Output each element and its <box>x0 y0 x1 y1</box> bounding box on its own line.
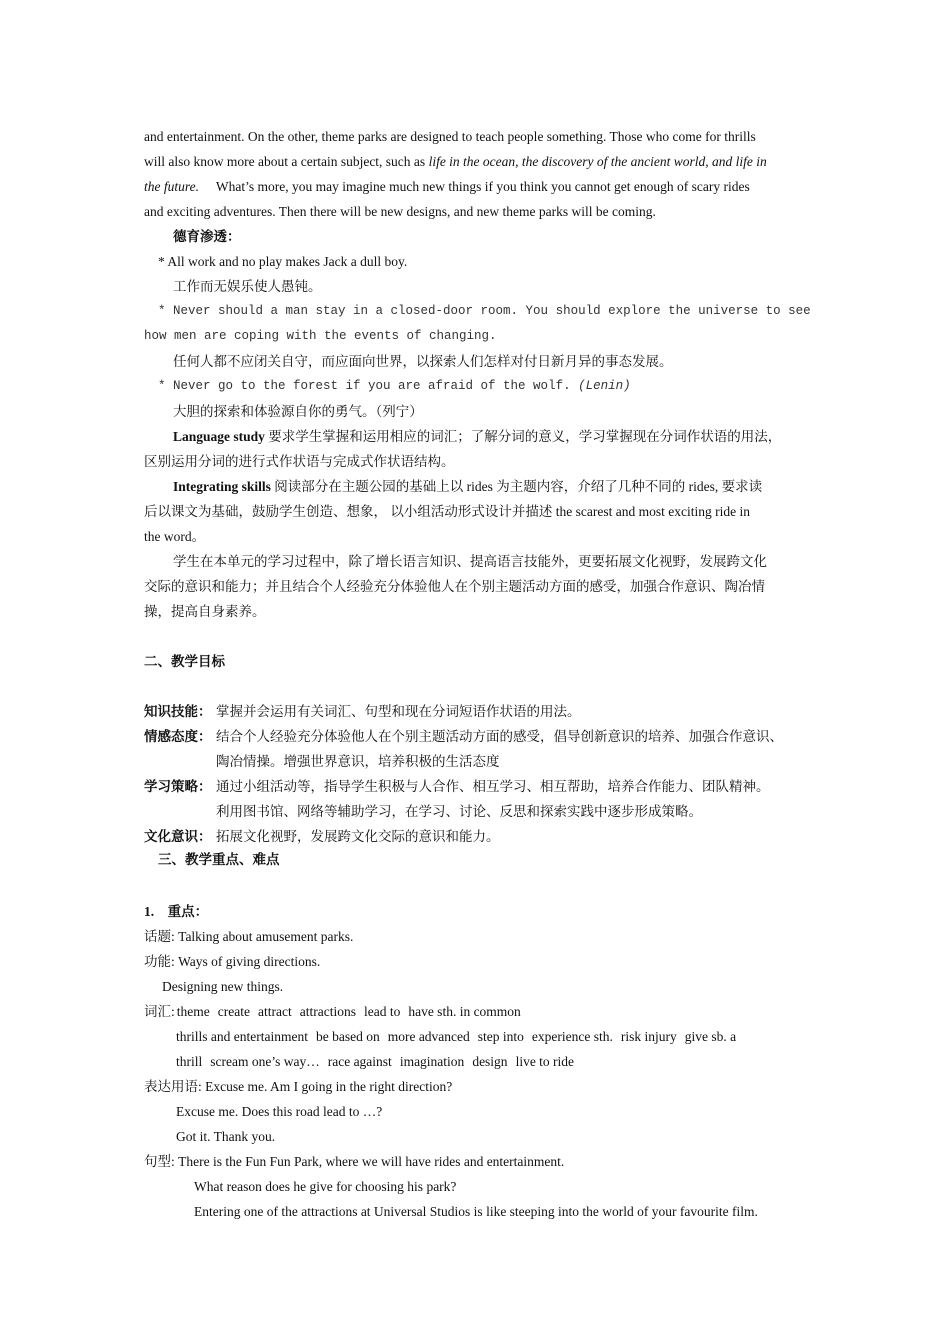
expression-line: 表达用语: Excuse me. Am I going in the right direction? <box>144 1079 453 1094</box>
key-points-heading: 1. 重点： <box>144 904 209 919</box>
integrating-cont: the word。 <box>144 529 206 544</box>
quote-2-en: * Never should a man stay in a closed-door room. You should explore the universe to see <box>158 304 811 318</box>
quote-2-zh: 任何人都不应闭关自守，而应面向世界，以探索人们怎样对付日新月异的事态发展。 <box>173 354 673 369</box>
text-line: and entertainment. On the other, theme parks are designed to teach people something. Those who come for thrills <box>144 129 756 144</box>
goal-strategy: 学习策略： 通过小组活动等，指导学生积极与人合作、相互学习、相互帮助，培养合作能力、团队精神。 <box>144 779 770 794</box>
goal-strategy-cont: 利用图书馆、网络等辅助学习，在学习、讨论、反思和探索实践中逐步形成策略。 <box>216 804 702 819</box>
section-3-title: 三、教学重点、难点 <box>158 852 280 867</box>
quote-3-zh: 大胆的探索和体验源自你的勇气。（列宁） <box>173 404 423 419</box>
vocab-line-1: 词汇: theme create attract attractions lead to have sth. in common <box>144 1004 521 1019</box>
function-line: 功能: Ways of giving directions. <box>144 954 321 969</box>
expression-line: Got it. Thank you. <box>176 1129 276 1144</box>
quote-1-zh: 工作而无娱乐使人愚钝。 <box>173 279 322 294</box>
integrating-cont: 后以课文为基础，鼓励学生创造、想象， 以小组活动形式设计并描述 the scarest and most exciting ride in <box>144 504 750 519</box>
section-2-title: 二、教学目标 <box>144 654 225 669</box>
goal-attitude-cont: 陶冶情操。增强世界意识，培养积极的生活态度 <box>216 754 500 769</box>
pattern-line: Entering one of the attractions at Universal Studios is like steeping into the world of your favourite film. <box>194 1204 758 1219</box>
goal-knowledge: 知识技能： 掌握并会运用有关词汇、句型和现在分词短语作状语的用法。 <box>144 704 581 719</box>
moral-heading: 德育渗透： <box>173 229 241 244</box>
summary-line: 交际的意识和能力；并且结合个人经验充分体验他人在个别主题活动方面的感受，加强合作意识、陶冶情 <box>144 579 765 594</box>
topic-line: 话题: Talking about amusement parks. <box>144 929 354 944</box>
summary-line: 学生在本单元的学习过程中，除了增长语言知识、提高语言技能外，更要拓展文化视野，发展跨文化 <box>173 554 767 569</box>
language-study-cont: 区别运用分词的进行式作状语与完成式作状语结构。 <box>144 454 455 469</box>
expression-line: Excuse me. Does this road lead to …? <box>176 1104 383 1119</box>
language-study-line: Language study 要求学生掌握和运用相应的词汇；了解分词的意义，学习掌握现在分词作状语的用法， <box>173 429 782 444</box>
goal-attitude: 情感态度： 结合个人经验充分体验他人在个别主题活动方面的感受，倡导创新意识的培养、加强合作意识、 <box>144 729 783 744</box>
pattern-line: What reason does he give for choosing his park? <box>194 1179 457 1194</box>
function-line-2: Designing new things. <box>162 979 284 994</box>
text-line: the future. What’s more, you may imagine much new things if you think you cannot get enough of scary rides <box>144 179 750 194</box>
integrating-line: Integrating skills 阅读部分在主题公园的基础上以 rides 为主题内容，介绍了几种不同的 rides, 要求读 <box>173 479 763 494</box>
vocab-line-3: thrill scream one’s way… race against imagination design live to ride <box>176 1054 575 1069</box>
intro-paragraph <box>144 124 812 1224</box>
text-line: will also know more about a certain subject, such as life in the ocean, the discovery of the ancient world, and life in <box>144 154 767 169</box>
summary-line: 操，提高自身素养。 <box>144 604 266 619</box>
text-line: and exciting adventures. Then there will be new designs, and new theme parks will be coming. <box>144 204 656 219</box>
vocab-line-2: thrills and entertainment be based on more advanced step into experience sth. risk injury give sb. a <box>176 1029 737 1044</box>
quote-2-en-cont: how men are coping with the events of changing. <box>144 329 497 343</box>
pattern-line: 句型: There is the Fun Fun Park, where we will have rides and entertainment. <box>144 1154 565 1169</box>
quote-3-en: * Never go to the forest if you are afraid of the wolf. (Lenin) <box>158 379 631 393</box>
goal-culture: 文化意识： 拓展文化视野，发展跨文化交际的意识和能力。 <box>144 829 500 844</box>
quote-1-en: * All work and no play makes Jack a dull boy. <box>158 254 408 269</box>
